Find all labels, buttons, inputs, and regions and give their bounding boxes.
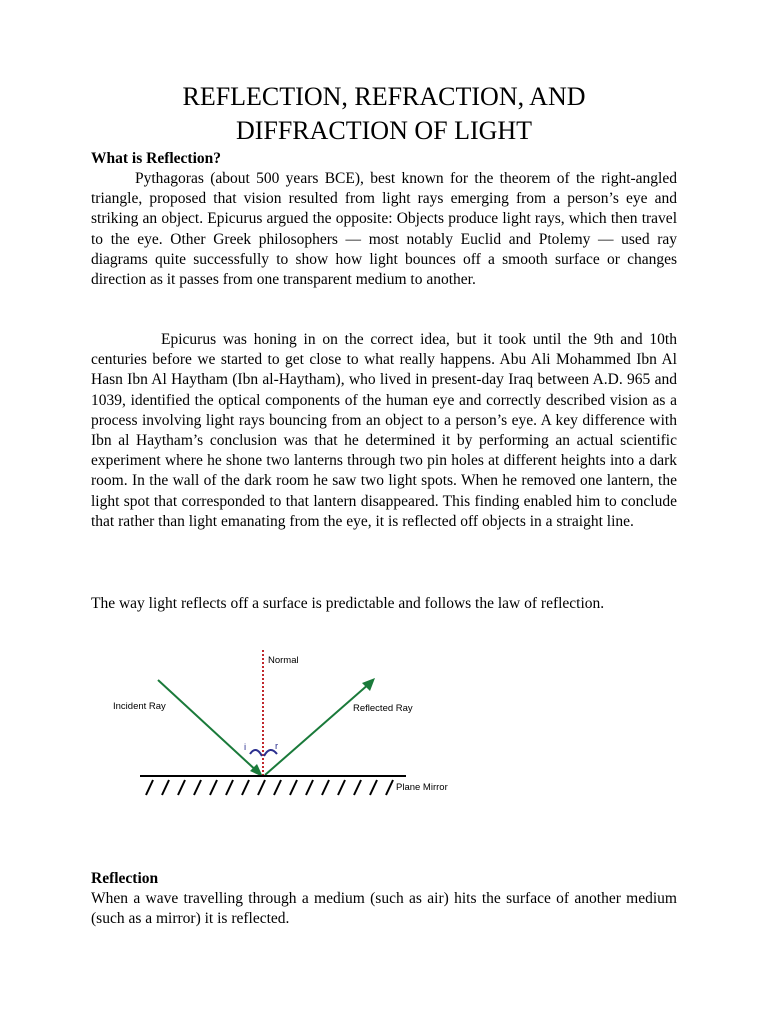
- page-title-line-1: REFLECTION, REFRACTION, AND: [182, 82, 586, 111]
- reflected-ray: [265, 683, 370, 775]
- paragraph-epicurus: Epicurus was honing in on the correct idea, but it took until the 9th and 10th centuries before we started to get close to what really happens. Abu Ali Mohammed Ibn Al Hasn Ibn Al Haytham (Ibn al-Haytham), who lived in present-day Iraq between A.D. 965 and 1039, identified the optical components of the human eye and correctly described vision as a process involving light rays bouncing from an object to a person’s eye. A key difference with Ibn al Haytham’s conclusion was that he determined it by performing an actual scientific experiment where he shone two lanterns through two pin holes at different heights into a dark room. In the wall of the dark room he saw two light spots. When he removed one lantern, the light spot that corresponded to that lantern disappeared. This finding enabled him to conclude that rather than light emanating from the eye, it is reflected off objects in a straight line.: [91, 331, 677, 530]
- angle-r-label: r: [275, 741, 279, 752]
- reflection-diagram: [100, 645, 480, 805]
- page-title: [80, 80, 688, 148]
- paragraph-reflection-definition: When a wave travelling through a medium (such as air) hits the surface of another medium (such as a mirror) it is reflected.: [91, 890, 677, 928]
- paragraph-pythagoras: Pythagoras (about 500 years BCE), best known for the theorem of the right-angled triangle, proposed that vision resulted from light rays emerging from a person’s eye and striking an object. Epicurus argued the opposite: Objects produce light rays, which then travel to the eye. Other Greek philosophers — most notably Euclid and Ptolemy — used ray diagrams quite successfully to show how light bounces off a smooth surface or changes direction as it passes from one transparent medium to another.: [91, 170, 677, 289]
- section-heading-what-is-reflection: What is Reflection?: [91, 150, 222, 167]
- angle-i-arc: [250, 750, 262, 756]
- angle-i-label: i: [244, 742, 247, 753]
- section-heading-reflection: Reflection: [91, 870, 159, 887]
- incident-ray-label: Incident Ray: [113, 701, 166, 712]
- mirror-hatching: [146, 780, 393, 795]
- normal-label: Normal: [268, 655, 299, 666]
- paragraph-law-of-reflection: The way light reflects off a surface is predictable and follows the law of reflection.: [91, 595, 605, 612]
- incident-ray: [158, 680, 260, 774]
- plane-mirror-label: Plane Mirror: [396, 782, 448, 793]
- page-title-line-2: DIFFRACTION OF LIGHT: [235, 116, 533, 145]
- reflected-ray-label: Reflected Ray: [353, 703, 413, 714]
